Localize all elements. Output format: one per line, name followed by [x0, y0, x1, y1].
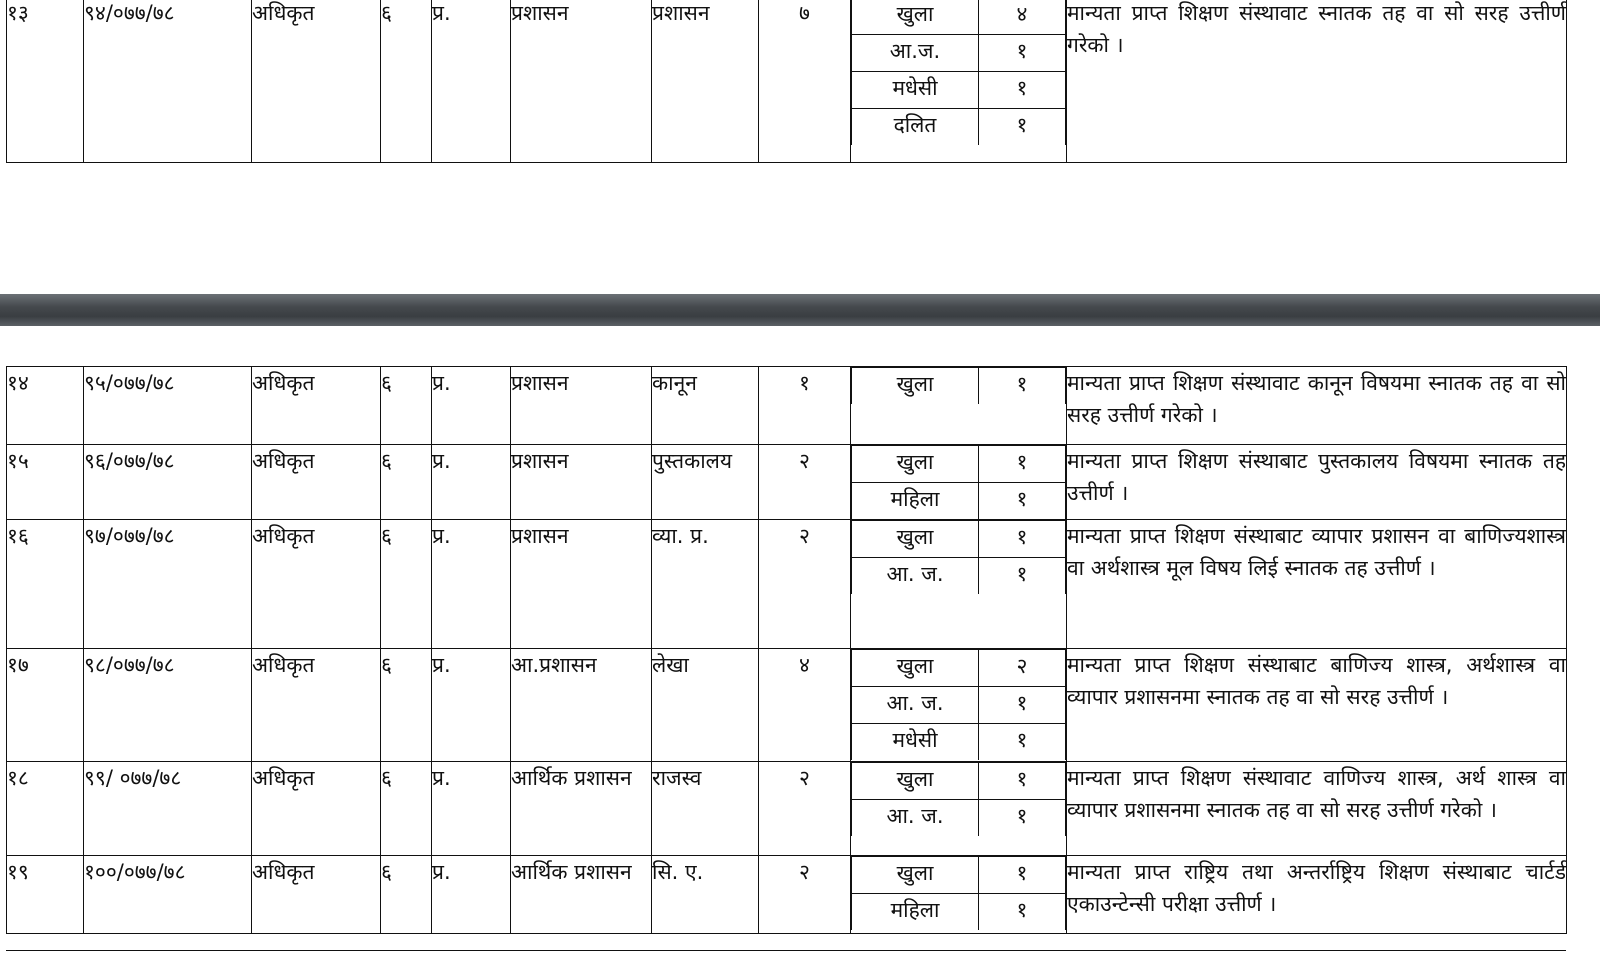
qualification-cell: मान्यता प्राप्त शिक्षण संस्थावाट स्नातक तह वा सो सरह उत्तीर्ण गरेको ।: [1067, 0, 1567, 163]
quota-breakdown-cell: [851, 649, 1067, 762]
level-cell: ६: [381, 0, 432, 163]
quota-count: १: [979, 72, 1066, 109]
table-row: [7, 762, 1567, 856]
total-posts-cell: २: [759, 762, 851, 856]
quota-row: [852, 650, 1066, 687]
service-cell: आर्थिक प्रशासन: [511, 856, 652, 934]
class-cell: प्र.: [432, 520, 511, 649]
serial-number-cell: १४: [7, 367, 84, 445]
serial-number-cell: १८: [7, 762, 84, 856]
quota-group: खुला: [852, 446, 979, 483]
quota-count: १: [979, 446, 1066, 483]
serial-number-cell: १६: [7, 520, 84, 649]
service-cell: आर्थिक प्रशासन: [511, 762, 652, 856]
quota-breakdown-cell: [851, 367, 1067, 445]
advertisement-number-cell: ९६/०७७/७८: [84, 445, 252, 520]
quota-table: [851, 445, 1066, 519]
quota-count: १: [979, 857, 1066, 894]
level-cell: ६: [381, 856, 432, 934]
total-posts-cell: ४: [759, 649, 851, 762]
quota-row: [852, 0, 1066, 35]
table-row: [7, 649, 1567, 762]
class-cell: प्र.: [432, 367, 511, 445]
quota-breakdown-cell: [851, 0, 1067, 163]
quota-breakdown-cell: [851, 520, 1067, 649]
quota-group: महिला: [852, 483, 979, 520]
quota-count: १: [979, 800, 1066, 837]
qualification-cell: मान्यता प्राप्त शिक्षण संस्थावाट कानून विषयमा स्नातक तह वा सो सरह उत्तीर्ण गरेको ।: [1067, 367, 1567, 445]
advertisement-number-cell: ९८/०७७/७८: [84, 649, 252, 762]
level-cell: ६: [381, 762, 432, 856]
post-cell: अधिकृत: [252, 0, 381, 163]
total-posts-cell: २: [759, 520, 851, 649]
group-cell: राजस्व: [652, 762, 759, 856]
quota-group: आ. ज.: [852, 558, 979, 595]
advertisement-number-cell: ९७/०७७/७८: [84, 520, 252, 649]
qualification-cell: मान्यता प्राप्त शिक्षण संस्थावाट वाणिज्य शास्त्र, अर्थ शास्त्र वा व्यापार प्रशासनमा स्नातक तह वा सो सरह उत्तीर्ण गरेको ।: [1067, 762, 1567, 856]
quota-group: मधेसी: [852, 724, 979, 761]
class-cell: प्र.: [432, 649, 511, 762]
level-cell: ६: [381, 445, 432, 520]
level-cell: ६: [381, 649, 432, 762]
quota-table: [851, 0, 1066, 145]
quota-row: [852, 72, 1066, 109]
quota-table: [851, 762, 1066, 836]
advertisement-number-cell: ९९/ ०७७/७८: [84, 762, 252, 856]
quota-count: १: [979, 483, 1066, 520]
total-posts-cell: १: [759, 367, 851, 445]
quota-group: खुला: [852, 368, 979, 405]
quota-count: १: [979, 368, 1066, 405]
quota-row: [852, 800, 1066, 837]
advertisement-number-cell: ९५/०७७/७८: [84, 367, 252, 445]
post-cell: अधिकृत: [252, 445, 381, 520]
post-cell: अधिकृत: [252, 762, 381, 856]
quota-row: [852, 724, 1066, 761]
group-cell: कानून: [652, 367, 759, 445]
serial-number-cell: १३: [7, 0, 84, 163]
quota-group: खुला: [852, 857, 979, 894]
serial-number-cell: १५: [7, 445, 84, 520]
quota-table: [851, 649, 1066, 760]
post-cell: अधिकृत: [252, 367, 381, 445]
quota-breakdown-cell: [851, 762, 1067, 856]
quota-count: १: [979, 109, 1066, 146]
table-row: [7, 367, 1567, 445]
quota-row: [852, 483, 1066, 520]
quota-row: [852, 446, 1066, 483]
qualification-cell: मान्यता प्राप्त राष्ट्रिय तथा अन्तर्राष्ट्रिय शिक्षण संस्थाबाट चार्टर्ड एकाउन्टेन्सी परीक्षा उत्तीर्ण ।: [1067, 856, 1567, 934]
quota-count: १: [979, 763, 1066, 800]
quota-count: १: [979, 687, 1066, 724]
service-cell: आ.प्रशासन: [511, 649, 652, 762]
quota-group: खुला: [852, 763, 979, 800]
quota-group: खुला: [852, 521, 979, 558]
quota-row: [852, 687, 1066, 724]
quota-row: [852, 35, 1066, 72]
quota-count: १: [979, 558, 1066, 595]
qualification-cell: मान्यता प्राप्त शिक्षण संस्थाबाट पुस्तकालय विषयमा स्नातक तह उत्तीर्ण ।: [1067, 445, 1567, 520]
class-cell: प्र.: [432, 856, 511, 934]
qualification-cell: मान्यता प्राप्त शिक्षण संस्थाबाट व्यापार प्रशासन वा बाणिज्यशास्त्र वा अर्थशास्त्र मूल विषय लिई स्नातक तह उत्तीर्ण ।: [1067, 520, 1567, 649]
advertisement-number-cell: १००/०७७/७८: [84, 856, 252, 934]
post-cell: अधिकृत: [252, 520, 381, 649]
service-cell: प्रशासन: [511, 445, 652, 520]
quota-group: महिला: [852, 894, 979, 931]
table-row: [7, 445, 1567, 520]
quota-group: आ. ज.: [852, 800, 979, 837]
level-cell: ६: [381, 367, 432, 445]
group-cell: पुस्तकालय: [652, 445, 759, 520]
group-cell: प्रशासन: [652, 0, 759, 163]
advertisement-number-cell: ९४/०७७/७८: [84, 0, 252, 163]
quota-row: [852, 857, 1066, 894]
quota-count: ४: [979, 0, 1066, 35]
quota-group: दलित: [852, 109, 979, 146]
serial-number-cell: १९: [7, 856, 84, 934]
next-row-border: [6, 950, 1566, 951]
total-posts-cell: ७: [759, 0, 851, 163]
table-row: [7, 0, 1567, 163]
class-cell: प्र.: [432, 762, 511, 856]
quota-count: १: [979, 521, 1066, 558]
quota-table: [851, 856, 1066, 930]
quota-count: १: [979, 724, 1066, 761]
quota-count: १: [979, 35, 1066, 72]
page-separator-bar: [0, 294, 1600, 326]
quota-row: [852, 368, 1066, 405]
qualification-cell: मान्यता प्राप्त शिक्षण संस्थाबाट बाणिज्य शास्त्र, अर्थशास्त्र वा व्यापार प्रशासनमा स्नातक तह वा सो सरह उत्तीर्ण ।: [1067, 649, 1567, 762]
quota-group: खुला: [852, 650, 979, 687]
level-cell: ६: [381, 520, 432, 649]
quota-count: २: [979, 650, 1066, 687]
quota-table: [851, 367, 1066, 404]
quota-breakdown-cell: [851, 445, 1067, 520]
quota-row: [852, 558, 1066, 595]
quota-table: [851, 520, 1066, 594]
class-cell: प्र.: [432, 445, 511, 520]
service-cell: प्रशासन: [511, 520, 652, 649]
serial-number-cell: १७: [7, 649, 84, 762]
service-cell: प्रशासन: [511, 367, 652, 445]
post-cell: अधिकृत: [252, 856, 381, 934]
service-cell: प्रशासन: [511, 0, 652, 163]
total-posts-cell: २: [759, 856, 851, 934]
quota-row: [852, 521, 1066, 558]
quota-row: [852, 109, 1066, 146]
table-row: [7, 856, 1567, 934]
quota-row: [852, 763, 1066, 800]
quota-row: [852, 894, 1066, 931]
group-cell: व्या. प्र.: [652, 520, 759, 649]
post-cell: अधिकृत: [252, 649, 381, 762]
quota-group: आ. ज.: [852, 687, 979, 724]
group-cell: सि. ए.: [652, 856, 759, 934]
vacancy-table-bottom: [6, 366, 1567, 934]
quota-group: आ.ज.: [852, 35, 979, 72]
vacancy-table-top: [6, 0, 1567, 163]
quota-group: खुला: [852, 0, 979, 35]
quota-group: मधेसी: [852, 72, 979, 109]
quota-count: १: [979, 894, 1066, 931]
table-row: [7, 520, 1567, 649]
group-cell: लेखा: [652, 649, 759, 762]
quota-breakdown-cell: [851, 856, 1067, 934]
class-cell: प्र.: [432, 0, 511, 163]
total-posts-cell: २: [759, 445, 851, 520]
